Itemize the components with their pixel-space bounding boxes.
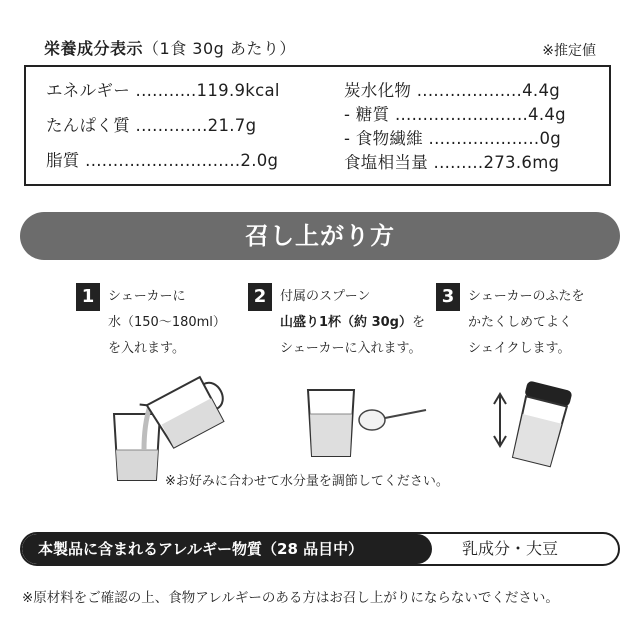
nutrition-value: 0g [539, 129, 562, 148]
step-line: シェーカーのふたを [468, 289, 585, 304]
pour-water-illustration [100, 368, 230, 486]
nutrition-leader: ................... [416, 81, 523, 100]
step-line: 付属のスプーン [280, 289, 371, 304]
step-line: シェーカーに入れます。 [280, 341, 422, 356]
step-2-number: 2 [248, 283, 272, 311]
shaker-illustration [488, 378, 578, 468]
nutrition-value: 4.4g [522, 81, 561, 100]
nutrition-row-sugar [344, 101, 566, 125]
step-3-text [468, 284, 584, 362]
estimate-note: ※推定値 [542, 43, 596, 59]
glass-and-spoon-illustration [302, 380, 432, 460]
nutrition-leader: ........................ [394, 105, 529, 124]
nutrition-label: - 食物繊維 [344, 129, 423, 148]
nutrition-leader: ......... [433, 153, 484, 172]
nutrition-label: たんぱく質 [46, 116, 130, 135]
nutrition-leader: ........... [135, 81, 197, 100]
step-line: シェーカーに [108, 289, 186, 304]
nutrition-value: 119.9kcal [196, 81, 280, 100]
nutrition-row-fiber [344, 125, 561, 149]
nutrition-title [44, 36, 296, 59]
step-line: を入れます。 [108, 341, 185, 356]
step-line [280, 310, 425, 336]
allergy-value: 乳成分・大豆 [462, 539, 559, 558]
nutrition-label: エネルギー [46, 81, 130, 100]
water-amount-hint: ※お好みに合わせて水分量を調節してください。 [165, 474, 449, 489]
step-line: シェイクします。 [468, 341, 571, 356]
step-line: かたくしめてよく [468, 315, 573, 330]
nutrition-value: 21.7g [207, 116, 257, 135]
step-emphasis: 山盛り1杯（約 30g） [280, 315, 412, 330]
nutrition-label: - 糖質 [344, 105, 390, 124]
nutrition-row-energy [46, 77, 280, 101]
nutrition-value: 273.6mg [483, 153, 560, 172]
allergy-label: 本製品に含まれるアレルギー物質（28 品目中） [22, 534, 432, 564]
step-line: 水（150〜180ml） [108, 315, 226, 330]
nutrition-value: 4.4g [528, 105, 566, 124]
nutrition-label: 食塩相当量 [344, 153, 428, 172]
nutrition-row-carbs [344, 77, 560, 101]
nutrition-table [24, 65, 611, 186]
step-1-text [108, 284, 226, 362]
nutrition-row-protein [46, 112, 256, 136]
allergy-bar [20, 532, 620, 566]
nutrition-value: 2.0g [240, 151, 279, 170]
nutrition-label: 炭水化物 [344, 81, 412, 100]
step-3-number: 3 [436, 283, 460, 311]
nutrition-title-main: 栄養成分表示 [44, 39, 144, 58]
step-line-rest: を [411, 315, 425, 330]
nutrition-leader: .................... [428, 129, 540, 148]
step-1-number: 1 [76, 283, 100, 311]
nutrition-row-salt [344, 149, 559, 173]
howto-title: 召し上がり方 [20, 212, 620, 260]
nutrition-leader: ............................ [85, 151, 241, 170]
nutrition-leader: ............. [135, 116, 208, 135]
nutrition-title-serving: （1食 30g あたり） [143, 39, 296, 58]
nutrition-row-fat [46, 147, 278, 171]
nutrition-label: 脂質 [46, 151, 80, 170]
step-2-text [280, 284, 425, 362]
allergy-footnote: ※原材料をご確認の上、食物アレルギーのある方はお召し上がりにならないでください。 [22, 590, 559, 606]
